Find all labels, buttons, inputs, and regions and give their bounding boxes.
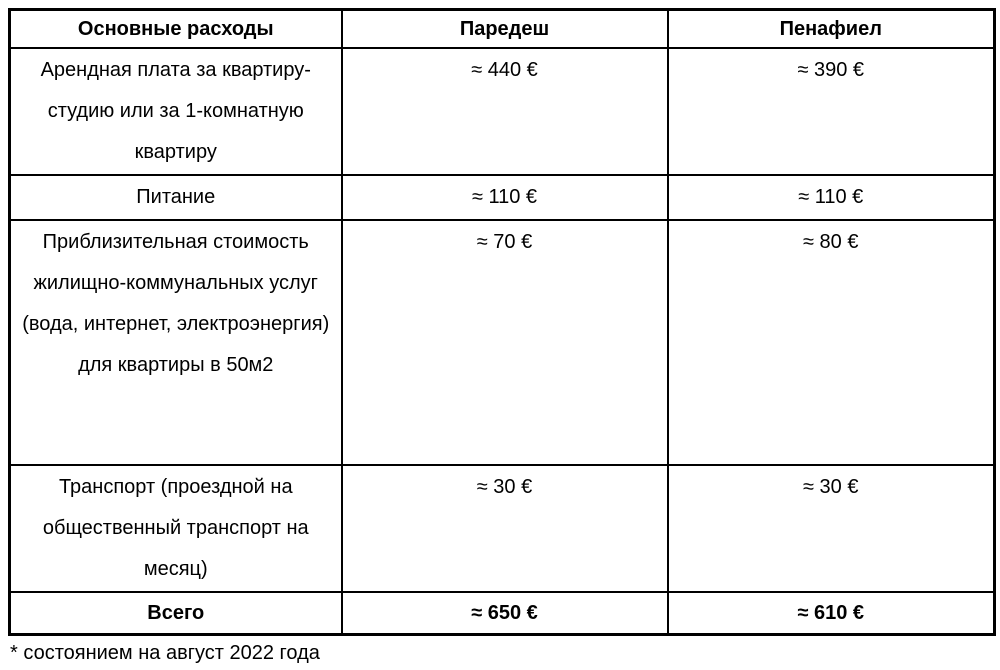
row-total (10, 592, 995, 635)
value-paredes: ≈ 110 € (342, 175, 668, 220)
row-label: Транспорт (проездной на общественный транспорт на месяц) (10, 465, 342, 592)
row-label: Арендная плата за квартиру-студию или за 1-комнатную квартиру (10, 48, 342, 175)
row-label: Приблизительная стоимость жилищно-коммунальных услуг (вода, интернет, электроэнергия) для квартиры в 50м2 (10, 220, 342, 465)
row-food (10, 175, 995, 220)
col-header-expenses: Основные расходы (10, 10, 342, 48)
row-rent (10, 48, 995, 175)
footnote: * состоянием на август 2022 года (10, 642, 320, 664)
total-penafiel: ≈ 610 € (668, 592, 995, 635)
col-header-paredes: Паредеш (342, 10, 668, 48)
total-paredes: ≈ 650 € (342, 592, 668, 635)
value-penafiel: ≈ 30 € (668, 465, 995, 592)
row-utilities (10, 220, 995, 465)
row-transport (10, 465, 995, 592)
total-label: Всего (10, 592, 342, 635)
value-paredes: ≈ 30 € (342, 465, 668, 592)
value-penafiel: ≈ 390 € (668, 48, 995, 175)
row-label: Питание (10, 175, 342, 220)
value-paredes: ≈ 440 € (342, 48, 668, 175)
col-header-penafiel: Пенафиел (668, 10, 995, 48)
header-row (10, 10, 995, 48)
value-penafiel: ≈ 80 € (668, 220, 995, 465)
value-penafiel: ≈ 110 € (668, 175, 995, 220)
expenses-table (8, 8, 996, 636)
value-paredes: ≈ 70 € (342, 220, 668, 465)
